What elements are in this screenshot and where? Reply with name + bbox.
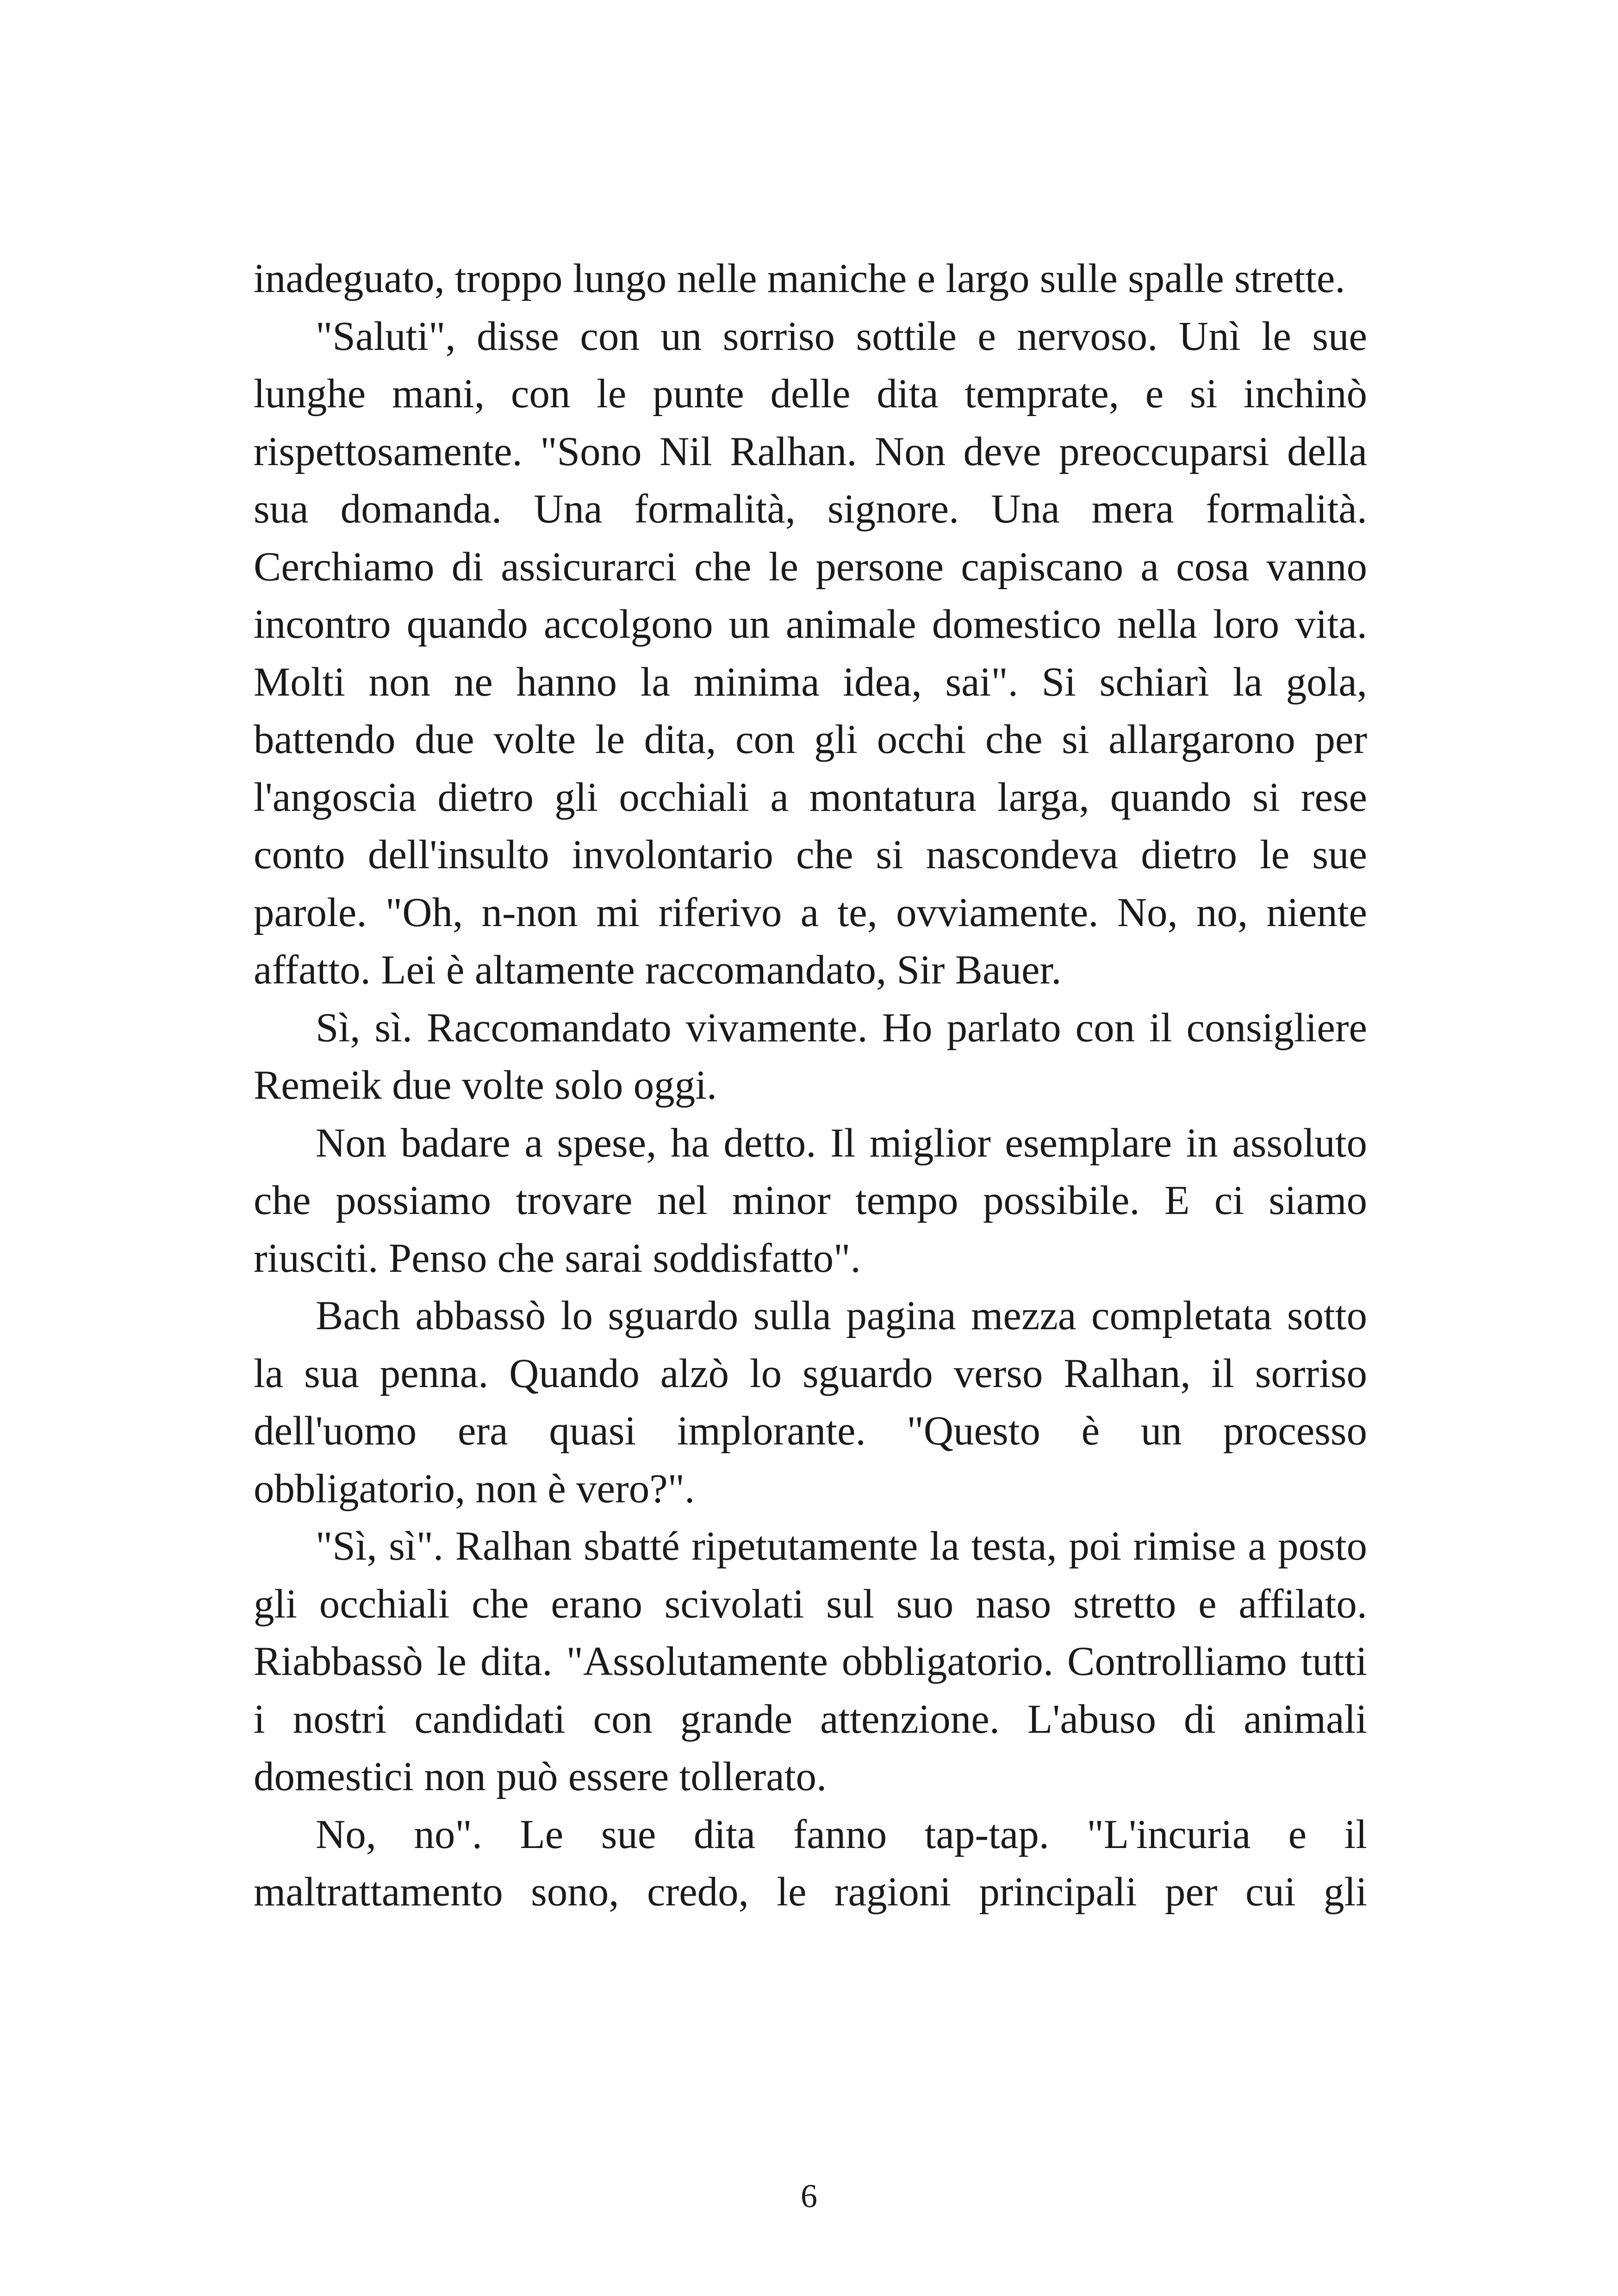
paragraph: Non badare a spese, ha detto. Il miglior esemplare in assoluto che possiamo trovare nel minor tempo possibile. E ci siamo riusciti. Penso che sarai soddisfatto".	[254, 1120, 1367, 1281]
paragraph: inadeguato, troppo lungo nelle maniche e largo sulle spalle strette.	[254, 256, 1345, 301]
paragraph: Sì, sì. Raccomandato vivamente. Ho parlato con il consigliere Remeik due volte solo oggi.	[254, 1005, 1367, 1108]
page-number: 6	[801, 2178, 817, 2215]
paragraph: "Sì, sì". Ralhan sbatté ripetutamente la testa, poi rimise a posto gli occhiali che erano scivolati sul suo naso stretto e affilato. Riabbassò le dita. "Assolutamente obbligatorio. Controlliamo tutti i nostri candidati con grande attenzione. L'abuso di animali domestici non può essere tollerato.	[254, 1524, 1367, 1799]
page-body	[254, 250, 1367, 1921]
paragraph-last: No, no". Le sue dita fanno tap-tap. "L'incuria e il maltrattamento sono, credo, le ragioni principali per cui gli	[254, 1811, 1367, 1915]
paragraph: "Saluti", disse con un sorriso sottile e nervoso. Unì le sue lunghe mani, con le punte delle dita temprate, e si inchinò rispettosamente. "Sono Nil Ralhan. Non deve preoccuparsi della sua domanda. Una formalità, signore. Una mera formalità. Cerchiamo di assicurarci che le persone capiscano a cosa vanno incontro quando accolgono un animale domestico nella loro vita. Molti non ne hanno la minima idea, sai". Si schiarì la gola, battendo due volte le dita, con gli occhi che si allargarono per l'angoscia dietro gli occhiali a montatura larga, quando si rese conto dell'insulto involontario che si nascondeva dietro le sue parole. "Oh, n-non mi riferivo a te, ovviamente. No, no, niente affatto. Lei è altamente raccomandato, Sir Bauer.	[254, 313, 1367, 993]
paragraph: Bach abbassò lo sguardo sulla pagina mezza completata sotto la sua penna. Quando alzò lo sguardo verso Ralhan, il sorriso dell'uomo era quasi implorante. "Questo è un processo obbligatorio, non è vero?".	[254, 1293, 1367, 1512]
